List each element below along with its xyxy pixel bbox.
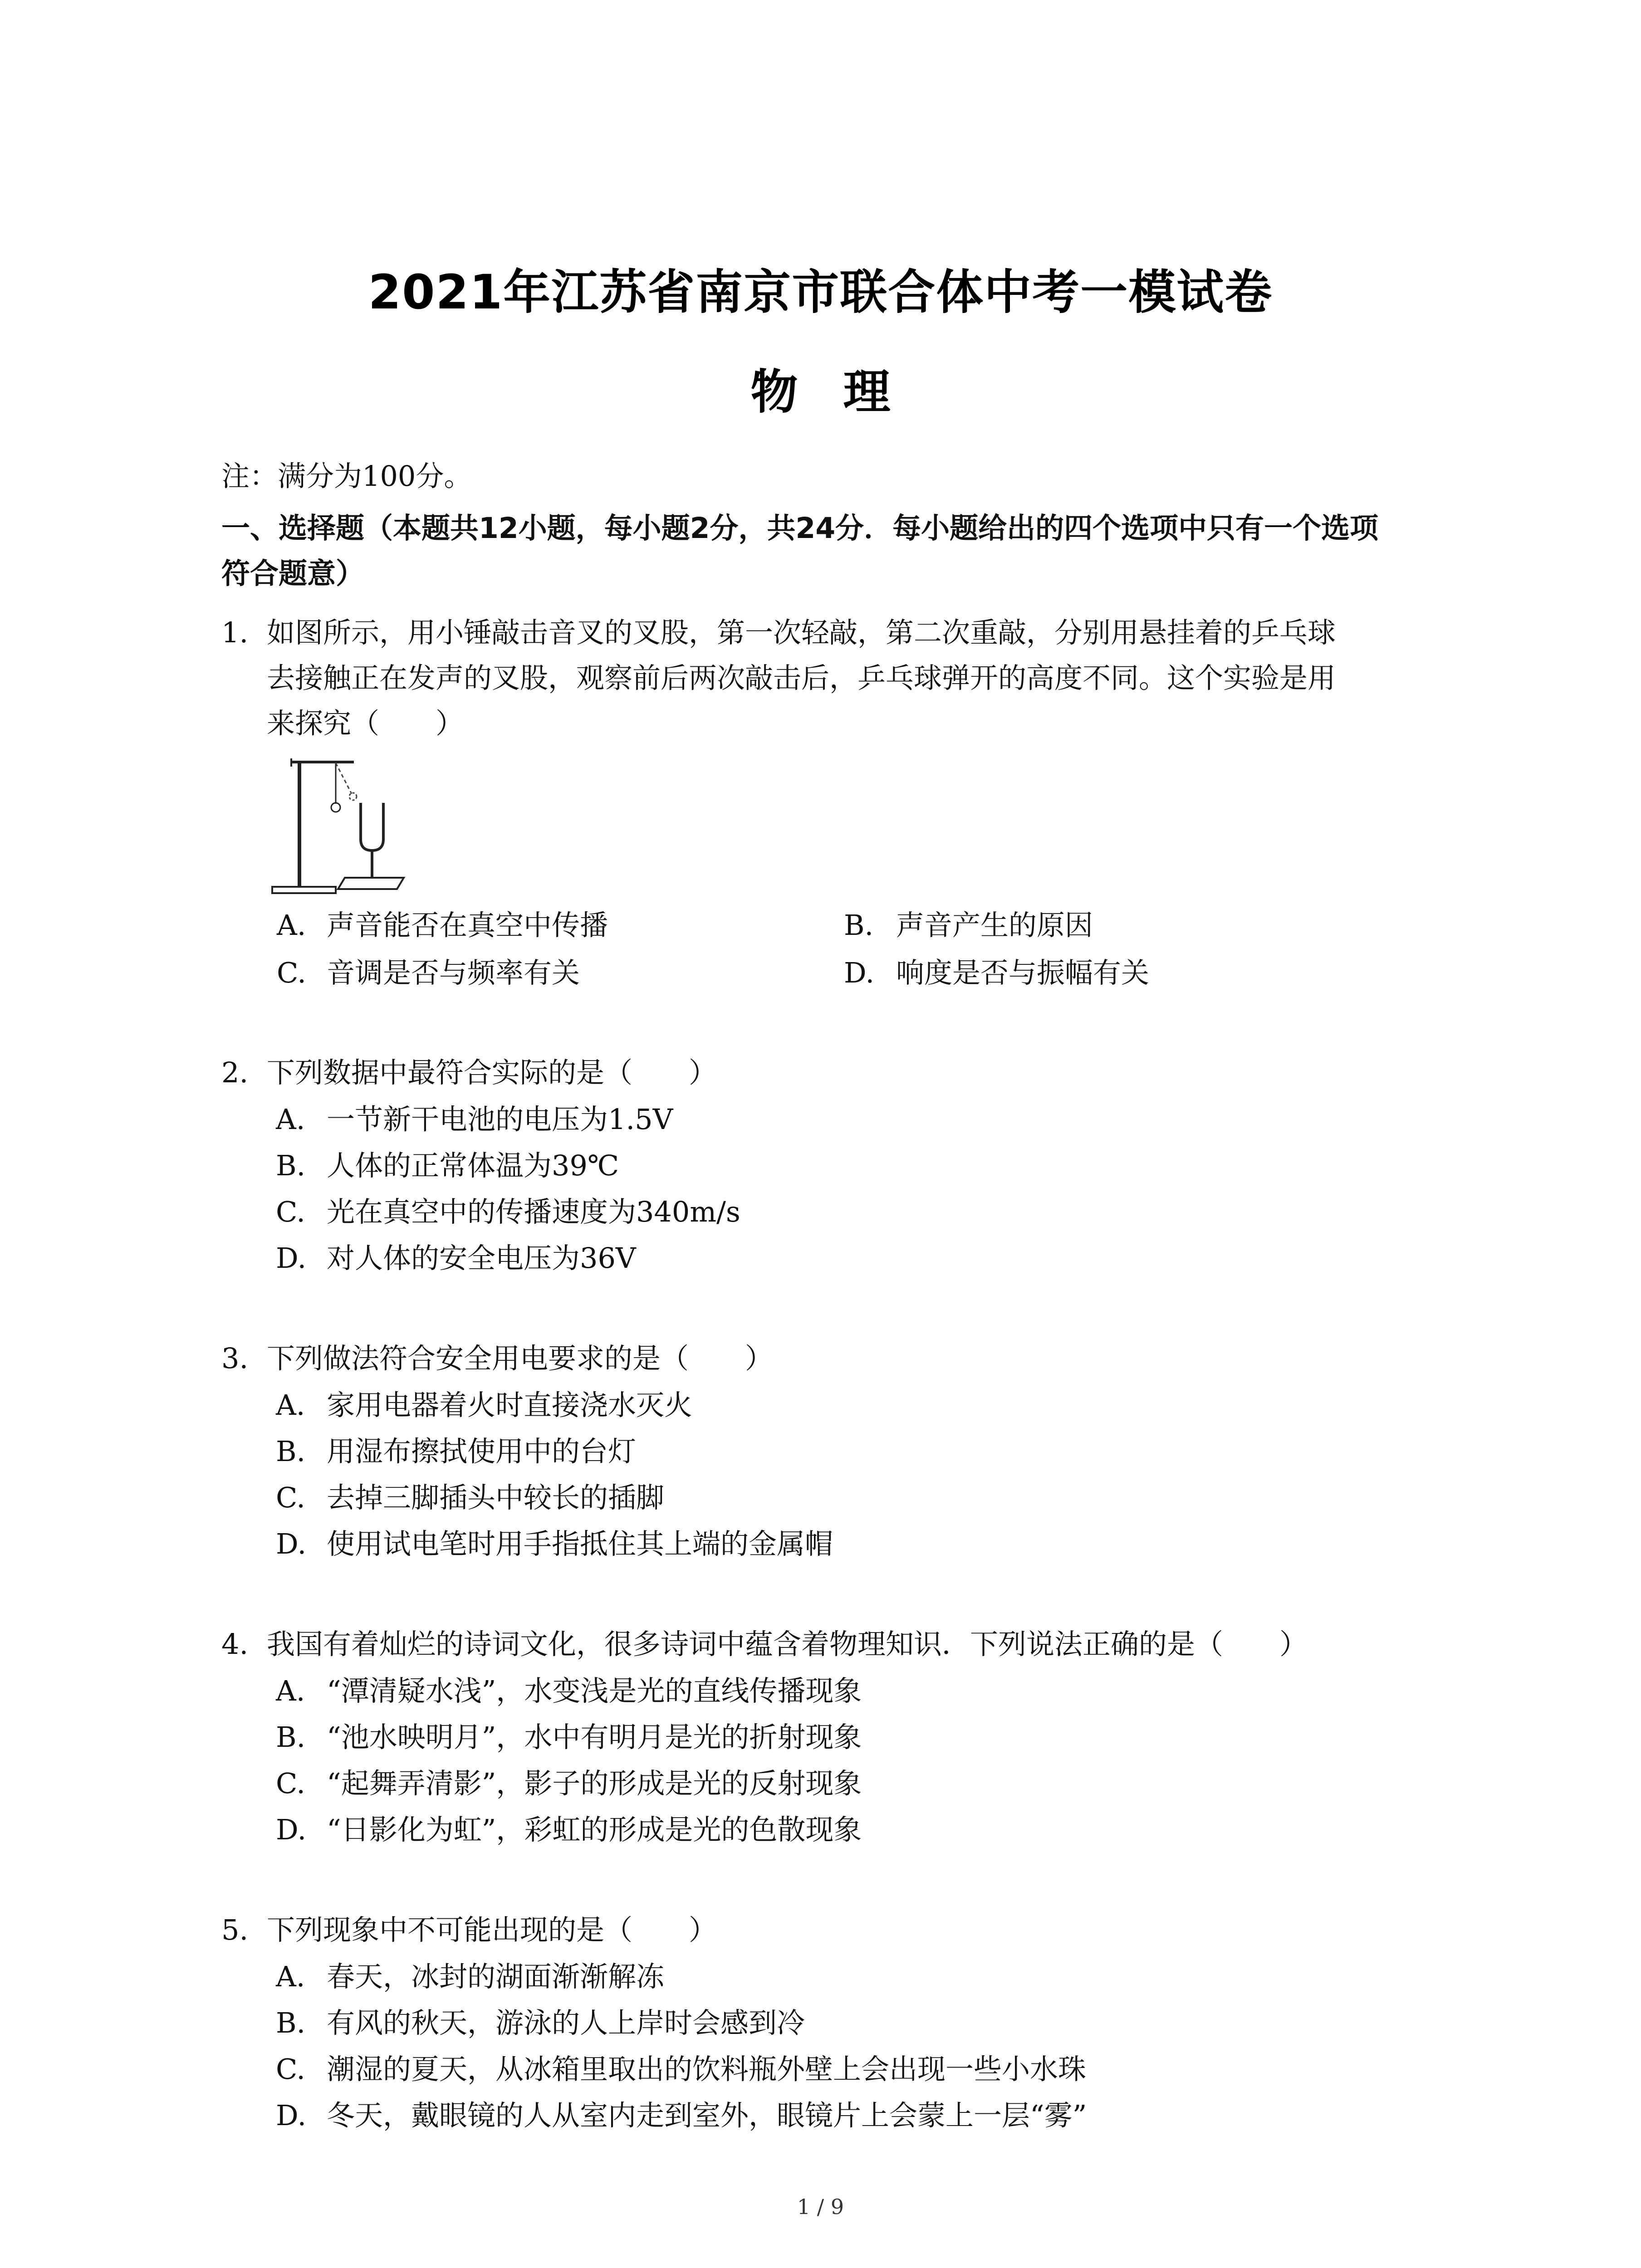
option-text: 潮湿的夏天，从冰箱里取出的饮料瓶外壁上会出现一些小水珠 [327,2053,1087,2086]
option-letter: A. [276,1960,305,1993]
question-3-stem [221,1340,773,1377]
option-text: 使用试电笔时用手指抵住其上端的金属帽 [327,1527,833,1560]
question-4-option-d [276,1812,862,1848]
option-letter: D. [276,2099,307,2132]
option-text: 一节新干电池的电压为1.5V [327,1103,673,1136]
question-3-option-a [276,1387,693,1423]
question-3-option-d [276,1526,833,1562]
option-text: 春天，冰封的湖面渐渐解冻 [327,1960,665,1993]
question-text: 下列做法符合安全用电要求的是（ ） [267,1342,774,1375]
question-number: 5. [221,1913,249,1946]
question-2-option-a [276,1101,673,1138]
question-1-line3: 来探究（ ） [267,707,464,740]
subject-title: 物理 [750,364,936,420]
option-a-letter: A. [277,909,306,942]
question-4-stem [221,1626,1308,1662]
tuning-fork-apparatus-figure [268,748,417,903]
question-number: 1. [221,616,249,649]
page-number: 1 / 9 [797,2195,844,2219]
option-letter: B. [276,1721,306,1754]
option-text: “池水映明月”，水中有明月是光的折射现象 [327,1721,862,1754]
question-number: 4. [221,1628,249,1661]
option-text: “潭清疑水浅”，水变浅是光的直线传播现象 [327,1674,862,1707]
option-letter: C. [276,2053,305,2086]
option-letter: B. [276,1149,306,1182]
option-text: 用湿布擦拭使用中的台灯 [327,1435,637,1468]
option-text: “起舞弄清影”，影子的形成是光的反射现象 [327,1767,862,1800]
question-3-option-c [276,1480,665,1516]
question-number: 2. [221,1056,249,1089]
option-b-text: 声音产生的原因 [896,909,1093,942]
question-5-option-a [276,1959,665,1995]
option-text: 冬天，戴眼镜的人从室内走到室外，眼镜片上会蒙上一层“雾” [327,2099,1087,2132]
question-5-option-d [276,2097,1087,2134]
question-2-option-c [276,1194,740,1230]
question-1-line2: 去接触正在发声的叉股，观察前后两次敲击后，乒乓球弹开的高度不同。这个实验是用 [267,661,1336,694]
option-text: 人体的正常体温为39℃ [327,1149,619,1182]
question-5-option-b [276,2005,805,2041]
option-letter: A. [276,1103,305,1136]
option-letter: C. [276,1481,305,1514]
question-5-option-c [276,2051,1087,2087]
question-3-option-b [276,1433,637,1470]
option-c-letter: C. [277,956,306,989]
option-letter: B. [276,2006,306,2039]
option-text: 对人体的安全电压为36V [327,1242,636,1275]
option-letter: D. [276,1242,307,1275]
option-text: 家用电器着火时直接浇水灭火 [327,1388,693,1422]
option-a-text: 声音能否在真空中传播 [327,909,608,942]
question-1-line1 [221,615,1336,651]
question-text: 下列现象中不可能出现的是（ ） [267,1913,717,1946]
option-text: 光在真空中的传播速度为340m/s [327,1195,740,1228]
option-letter: A. [276,1674,305,1707]
score-note: 注：满分为100分。 [221,459,472,493]
option-letter: D. [276,1813,307,1846]
exam-title: 2021年江苏省南京市联合体中考一模试卷 [368,264,1273,320]
option-text: 去掉三脚插头中较长的插脚 [327,1481,665,1514]
option-letter: C. [276,1195,305,1228]
option-c-text: 音调是否与频率有关 [327,956,580,989]
question-4-option-b [276,1719,862,1755]
option-letter: D. [276,1527,307,1560]
question-2-stem [221,1055,717,1091]
section-heading-line1: 一、选择题（本题共12小题，每小题2分，共24分．每小题给出的四个选项中只有一个选项 [221,512,1379,545]
question-text: 我国有着灿烂的诗词文化，很多诗词中蕴含着物理知识．下列说法正确的是（ ） [267,1628,1308,1661]
option-text: “日影化为虹”，彩虹的形成是光的色散现象 [327,1813,862,1846]
option-d-letter: D. [844,956,875,989]
option-letter: C. [276,1767,305,1800]
section-heading-line2: 符合题意） [221,557,364,590]
option-letter: B. [276,1435,306,1468]
question-5-stem [221,1912,717,1948]
question-2-option-b [276,1148,619,1184]
question-number: 3. [221,1342,249,1375]
question-2-option-d [276,1240,636,1276]
option-letter: A. [276,1388,305,1422]
option-text: 有风的秋天，游泳的人上岸时会感到冷 [327,2006,805,2039]
question-text: 如图所示，用小锤敲击音叉的叉股，第一次轻敲，第二次重敲，分别用悬挂着的乒乓球 [267,616,1336,649]
question-text: 下列数据中最符合实际的是（ ） [267,1056,717,1089]
option-d-text: 响度是否与振幅有关 [896,956,1150,989]
question-4-option-c [276,1765,862,1802]
option-b-letter: B. [844,909,874,942]
question-4-option-a [276,1673,862,1709]
